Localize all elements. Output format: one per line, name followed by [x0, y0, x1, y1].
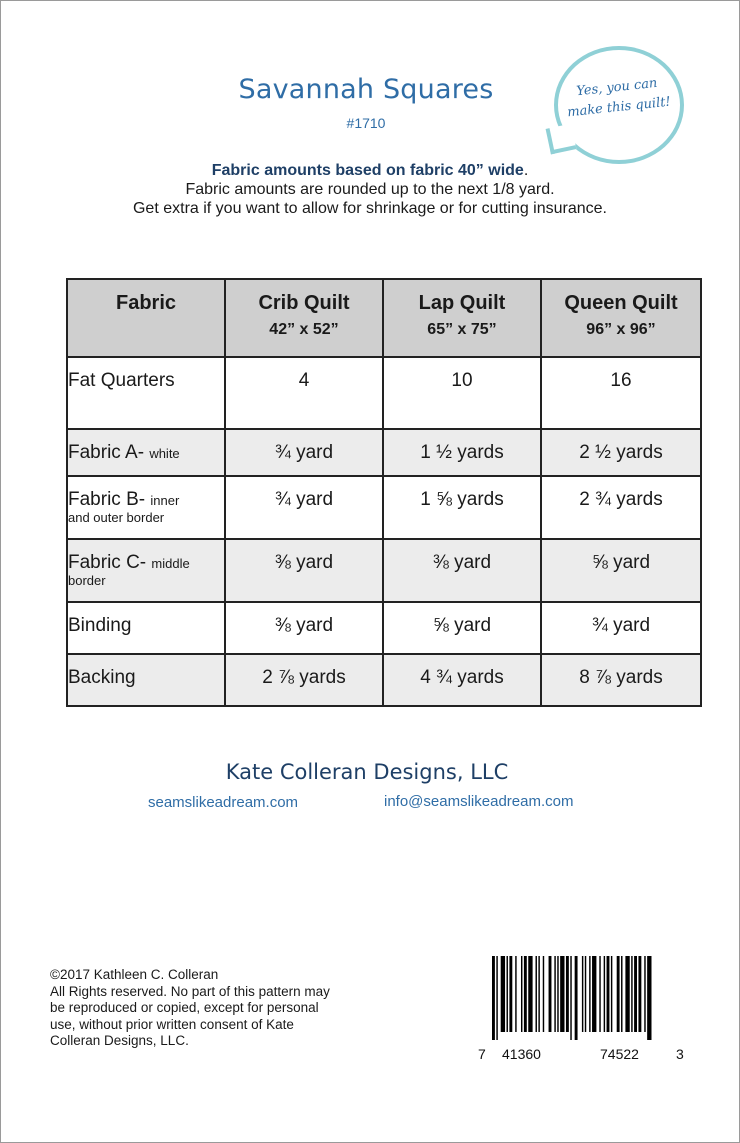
table-cell: 16 [541, 357, 701, 429]
barcode-bar [617, 956, 620, 1032]
barcode-digits-right: 74522 [600, 1046, 639, 1062]
row-label-cell [67, 539, 225, 602]
barcode [490, 956, 694, 1040]
table-cell: 1 ⅝ yards [383, 476, 541, 539]
row-label: Fabric C- [68, 552, 147, 573]
header-queen-label: Queen Quilt [564, 292, 678, 314]
header-crib-size: 42” x 52” [269, 321, 339, 338]
barcode-bar [599, 956, 600, 1032]
bubble-line-1: Yes, you can [575, 75, 659, 100]
copyright-line: Colleran Designs, LLC. [50, 1033, 189, 1048]
table-cell: ⅜ yard [383, 539, 541, 602]
table-cell: ¾ yard [541, 602, 701, 654]
table-cell: 2 ⅞ yards [225, 654, 383, 706]
header-fabric-label: Fabric [115, 292, 177, 314]
table-cell: 10 [383, 357, 541, 429]
row-label-note: middle [151, 556, 190, 571]
barcode-bar [621, 956, 622, 1032]
barcode-bar [521, 956, 522, 1032]
table-row [67, 357, 701, 429]
barcode-bar [496, 956, 497, 1040]
table-cell: ¾ yard [225, 429, 383, 476]
intro-line-2: Fabric amounts are rounded up to the next 1/8 yard. [185, 181, 555, 198]
barcode-bar [582, 956, 583, 1032]
barcode-bar [589, 956, 590, 1032]
header-queen-size: 96” x 96” [586, 321, 656, 338]
barcode-bar [492, 956, 495, 1040]
barcode-bar [549, 956, 552, 1032]
speech-bubble-tail [546, 124, 577, 155]
header-lap-label: Lap Quilt [418, 292, 506, 314]
table-row [67, 476, 701, 539]
barcode-bar [538, 956, 539, 1032]
barcode-bar [507, 956, 508, 1032]
row-label: Fabric B- [68, 489, 146, 510]
email-link[interactable]: info@seamslikeadream.com [384, 793, 574, 810]
table-cell: 4 ¾ yards [383, 654, 541, 706]
barcode-bar [557, 956, 558, 1032]
barcode-digit-check: 3 [676, 1046, 684, 1062]
row-label-cell [67, 357, 225, 429]
row-label-note: inner [150, 493, 180, 508]
table-cell: 1 ½ yards [383, 429, 541, 476]
company-name: Kate Colleran Designs, LLC [225, 760, 509, 784]
website-link[interactable]: seamslikeadream.com [148, 794, 299, 811]
pattern-number: #1710 [346, 115, 386, 131]
row-label: Fabric A- [68, 442, 145, 463]
barcode-bar [566, 956, 569, 1032]
copyright-notice [50, 967, 380, 1050]
table-row [67, 654, 701, 706]
barcode-bar [647, 956, 651, 1040]
row-label: Backing [68, 667, 136, 688]
barcode-bar [560, 956, 564, 1032]
header-crib [225, 279, 383, 357]
barcode-bar [528, 956, 532, 1032]
row-label-note: white [149, 446, 180, 461]
header-fabric [67, 279, 225, 357]
copyright-line: All Rights reserved. No part of this pattern may [50, 983, 330, 999]
barcode-bar [536, 956, 537, 1032]
barcode-bar [604, 956, 605, 1032]
table-cell: 2 ¾ yards [541, 476, 701, 539]
barcode-bar [634, 956, 637, 1032]
row-label: Binding [68, 615, 132, 636]
barcode-bar [570, 956, 571, 1040]
barcode-bar [631, 956, 632, 1032]
row-label-note-2: and outer border [68, 510, 165, 525]
copyright-line: be reproduced or copied, except for personal [50, 1000, 319, 1015]
barcode-bar [501, 956, 505, 1032]
barcode-bar [575, 956, 578, 1040]
header-lap [383, 279, 541, 357]
row-label-cell [67, 429, 225, 476]
table-row [67, 602, 701, 654]
barcode-bar [625, 956, 629, 1032]
table-cell: 2 ½ yards [541, 429, 701, 476]
table-cell: ¾ yard [225, 476, 383, 539]
row-label-cell [67, 602, 225, 654]
row-label-cell [67, 654, 225, 706]
row-label-note-2: border [68, 573, 106, 588]
copyright-line: use, without prior written consent of Kate [50, 1016, 294, 1032]
table-cell: ⅜ yard [225, 602, 383, 654]
table-cell: ⅝ yard [383, 602, 541, 654]
row-label: Fat Quarters [68, 370, 175, 391]
barcode-bar [611, 956, 612, 1032]
copyright-line: ©2017 Kathleen C. Colleran [50, 967, 219, 982]
table-cell: ⅜ yard [225, 539, 383, 602]
table-header-row [67, 279, 701, 357]
barcode-digit-lead: 7 [478, 1046, 486, 1062]
table-row [67, 429, 701, 476]
header-crib-label: Crib Quilt [258, 292, 350, 314]
barcode-bar [592, 956, 596, 1032]
barcode-bar [509, 956, 512, 1032]
barcode-bar [585, 956, 586, 1032]
table-cell: 8 ⅞ yards [541, 654, 701, 706]
barcode-bar [543, 956, 544, 1032]
intro-line-3: Get extra if you want to allow for shrinkage or for cutting insurance. [132, 200, 607, 217]
table-row [67, 539, 701, 602]
barcode-bar [607, 956, 610, 1032]
barcode-bar [644, 956, 645, 1032]
row-label-cell [67, 476, 225, 539]
pattern-title: Savannah Squares [238, 74, 494, 105]
fabric-intro: Fabric amounts based on fabric 40” wide. Fabric amounts are rounded up to the next 1/8 yard. Get extra if you want to allow for shrinkage or for cutting insurance. [0, 161, 740, 218]
barcode-bar [515, 956, 516, 1032]
barcode-bar [524, 956, 527, 1032]
barcode-bar [638, 956, 641, 1032]
header-queen [541, 279, 701, 357]
bubble-line-2: make this quilt! [566, 94, 672, 121]
table-cell: 4 [225, 357, 383, 429]
intro-bold-line: Fabric amounts based on fabric 40” wide [211, 162, 524, 179]
fabric-requirements-table [66, 278, 702, 707]
table-cell: ⅝ yard [541, 539, 701, 602]
barcode-bar [554, 956, 555, 1032]
barcode-digits-left: 41360 [502, 1046, 541, 1062]
header-lap-size: 65” x 75” [427, 321, 497, 338]
